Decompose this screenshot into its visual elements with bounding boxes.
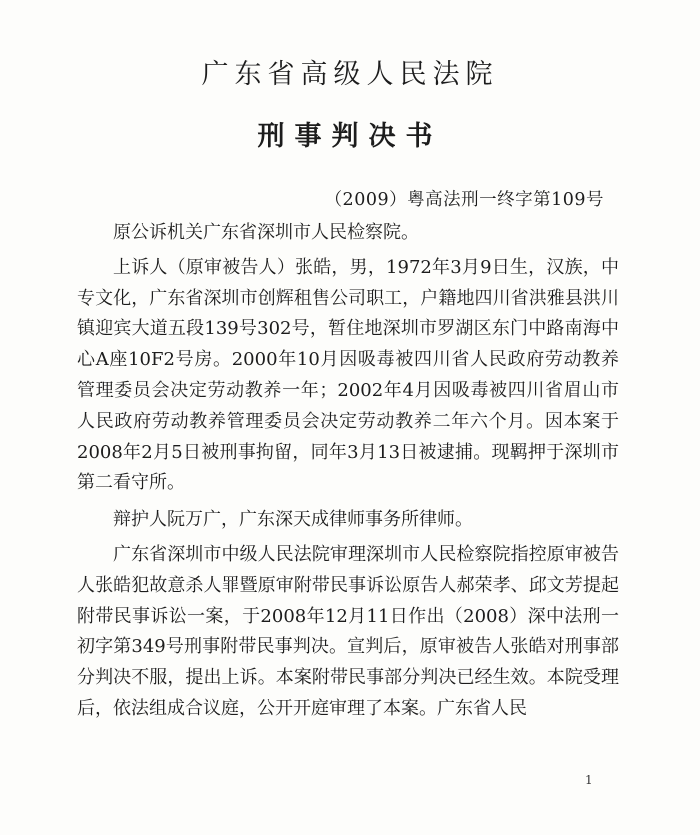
paragraph-defender: 辩护人阮万广，广东深天成律师事务所律师。 xyxy=(113,509,473,531)
page-number: 1 xyxy=(585,773,593,787)
document-type-title: 刑事判决书 xyxy=(257,121,443,152)
paragraph-appellant: 上诉人（原审被告人）张皓，男，1972年3月9日生，汉族，中专文化，广东省深圳市创辉租售公司职工，户籍地四川省洪雅县洪川镇迎宾大道五段139号302号，暂住地深圳市罗湖区东门中路南海中心A座10F2号房。2000年10月因吸毒被四川省人民政府劳动教养管理委员会决定劳动教养一年；2002年4月因吸毒被四川省眉山市人民政府劳动教养管理委员会决定劳动教养二年六个月。因本案于2008年2月5日被刑事拘留，同年3月13日被逮捕。现羁押于深圳市第二看守所。 xyxy=(77,256,619,494)
judgment-body xyxy=(77,218,619,731)
paragraph-prosecutor: 原公诉机关广东省深圳市人民检察院。 xyxy=(113,222,419,243)
paragraph-procedure: 广东省深圳市中级人民法院审理深圳市人民检察院指控原审被告人张皓犯故意杀人罪暨原审附带民事诉讼原告人郝荣孝、邱文芳提起附带民事诉讼一案，于2008年12月11日作出（2008）深中法刑一初字第349号刑事附带民事判决。宣判后，原审被告人张皓对刑事部分判决不服，提出上诉。本案附带民事部分判决已经生效。本院受理后，依法组成合议庭，公开开庭审理了本案。广东省人民 xyxy=(77,543,619,719)
court-name: 广东省高级人民法院 xyxy=(201,59,499,90)
case-number: （2009）粤高法刑一终字第109号 xyxy=(324,190,604,210)
